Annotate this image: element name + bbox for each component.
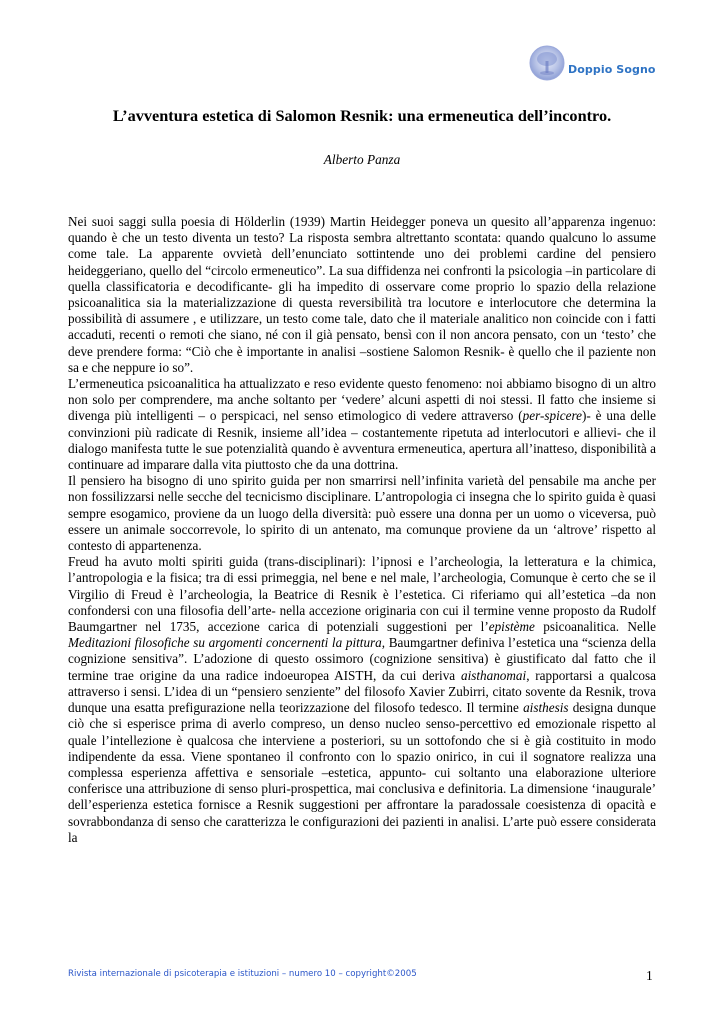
paragraph	[68, 214, 656, 376]
paragraph-text: psicoanalitica. Nelle	[534, 619, 656, 635]
italic-text: epistème	[488, 619, 535, 635]
paragraph-text: L’ermeneutica psicoanalitica ha attualizzato e reso evidente questo fenomeno: noi abbiamo bisogno di un altro non solo per comprendere, ma anche soltanto per ‘vedere’ alcuni aspetti di noi stessi. Il fatto che insieme si divenga più intelligenti – o perspicaci, nel senso etimologico di vedere attraverso (	[68, 376, 656, 424]
paragraph-text: Nei suoi saggi sulla poesia di Hölderlin (1939) Martin Heidegger poneva un quesito all’apparenza ingenuo: quando è che un testo diventa un testo? La risposta sembra altrettanto scontata: quando qualcuno lo assume come tale. La apparente ovvietà dell’enunciato sottintende uno dei problemi cardine del pensiero heideggeriano, quello del “circolo ermeneutico”. La sua diffidenza nei confronti la psicologia –in particolare di quella classificatoria e decodificante- gli ha impedito di osservare come proprio lo spazio della relazione psicoanalitica sia la materializzazione di questa reversibilità tra locutore e interlocutore che determina la possibilità di assumere , e utilizzare, un testo come tale, dato che il materiale analitico non coincide con i fatti accaduti, recenti o remoti che siano, né con il già pensato, bensì con il non ancora pensato, con un ‘testo’ che deve prendere forma: “Ciò che è importante in analisi –sostiene Salomon Resnik- è quello che il paziente non sa e che neppure io so”.	[68, 214, 656, 375]
page-number: 1	[646, 968, 653, 983]
italic-text: per-spicere	[522, 408, 582, 424]
italic-text: aisthanomai	[460, 667, 527, 683]
italic-text: aisthesis	[523, 700, 569, 716]
paragraph-text: Freud ha avuto molti spiriti guida (trans-disciplinari): l’ipnosi e l’archeologia, la letteratura e la chimica, l’antropologia e la fisica; tra di essi primeggia, nel bene e nel male, l’archeologia, Comunque è certo che se il Virgilio di Freud è l’archeologia, la Beatrice di Resnik è l’estetica. Ci riferiamo qui all’estetica –da non confondersi con una filosofia dell’arte- nella accezione originaria con cui il termine venne proposto da Rudolf Baumgartner nel 1735, accezione carica di potenziali suggestioni per l’	[68, 554, 656, 635]
paragraph-text: )- è una delle convinzioni più radicate di Resnik, insieme all’idea – costantemente ripetuta ad interlocutori e allievi- che il dialogo manifesta tutte le sue potenzialità quando è avventura ermeneutica, apertura all’inatteso, disponibilità a continuare ad imparare dalla vita piuttosto che da una dottrina.	[68, 408, 656, 473]
paragraph	[68, 473, 656, 554]
paragraph-text: Il pensiero ha bisogno di uno spirito guida per non smarrirsi nell’infinita varietà del pensabile ma anche per non fossilizzarsi nelle secche del tecnicismo disciplinare. L’antropologia ci insegna che lo spirito guida è quasi sempre esogamico, proviene da un luogo della diversità: può essere una donna per un uomo o viceversa, può essere un animale soccorrevole, lo spirito di un antenato, ma comunque proviene da un ‘altrove’ rispetto al contesto di appartenenza.	[68, 473, 656, 554]
article-title: L’avventura estetica di Salomon Resnik: una ermeneutica dell’incontro.	[112, 106, 612, 125]
paragraph-text: designa dunque ciò che si esperisce prima di averlo compreso, un denso nucleo senso-percettivo ed emozionale rispetto al quale l’intellezione è qualcosa che interviene a posteriori, su un sottofondo che si è già costituito in modo indipendente da essa. Viene spontaneo il confronto con lo spazio onirico, in cui il sognatore realizza una complessa esperienza affettiva e sensoriale –estetica, appunto- cui soltanto una elaborazione ulteriore conferisce una attribuzione di senso pluri-prospettica, mai conclusiva e definitoria. La dimensione ‘inaugurale’ dell’esperienza estetica fornisce a Resnik suggestioni per affrontare la paradossale coesistenza di opacità e sovrabbondanza di senso che caratterizza le configurazioni dei pazienti in analisi. L’arte può essere considerata la	[68, 700, 656, 845]
italic-text: Meditazioni filosofiche su argomenti concernenti la pittura	[68, 635, 382, 651]
author-name: Alberto Panza	[323, 152, 401, 167]
tree-icon	[528, 44, 566, 82]
article-body	[68, 214, 656, 846]
logo-text: Doppio Sogno	[568, 63, 656, 76]
paragraph-text: , Baumgartner definiva l’estetica una “scienza della cognizione sensitiva”. L’adozione di questo ossimoro (cognizione sensitiva) è giustificato dal fatto che il termine trae origine da una radice indoeuropea AISTH, da cui deriva	[68, 635, 656, 683]
doppio-sogno-logo	[528, 44, 658, 82]
paragraph-text: , rapportarsi a qualcosa attraverso i sensi. L’idea di un “pensiero senziente” del filosofo Xavier Zubirri, citato sovente da Resnik, trova dunque una esatta prefigurazione nella teorizzazione del filosofo tedesco. Il termine	[68, 667, 656, 716]
footer-text: Rivista internazionale di psicoterapia e istituzioni – numero 10 – copyright©2005	[68, 969, 417, 979]
paragraph	[68, 376, 656, 473]
paragraph	[68, 554, 656, 846]
